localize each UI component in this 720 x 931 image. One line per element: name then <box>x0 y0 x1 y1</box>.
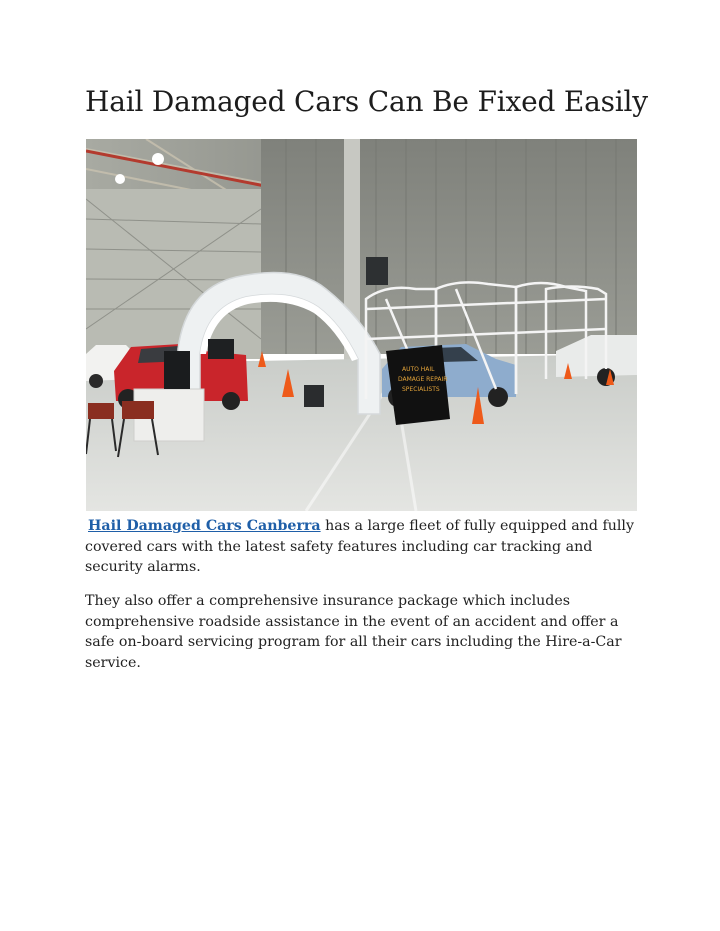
wall-window <box>366 257 388 285</box>
paragraph-2: They also offer a comprehensive insurance package which includes comprehensive roadside assistance in the event of an accident and offer a safe on-board servicing program for all their cars including the Hire-a-Car service. <box>85 593 622 671</box>
ceiling-light <box>152 153 164 165</box>
sign-line-1: AUTO HAIL <box>402 366 435 373</box>
sign-line-2: DAMAGE REPAIR <box>398 376 448 383</box>
specialists-sign-board <box>386 345 450 425</box>
back-wall <box>261 139 637 354</box>
computer-screen <box>164 351 190 389</box>
paragraph-1 <box>85 516 645 578</box>
monitor <box>208 339 234 359</box>
ceiling-light <box>115 174 125 184</box>
page-title: Hail Damaged Cars Can Be Fixed Easily <box>85 85 648 118</box>
bin <box>304 385 324 407</box>
paragraph-1-text: has a large fleet of fully equipped and fully covered cars with the latest safety features including car tracking and security alarms. <box>85 518 634 575</box>
hail-repair-warehouse-photo <box>86 139 637 511</box>
sign-line-3: SPECIALISTS <box>402 386 440 393</box>
left-wall <box>86 189 261 359</box>
hail-damaged-cars-canberra-link[interactable]: Hail Damaged Cars Canberra <box>88 518 321 534</box>
